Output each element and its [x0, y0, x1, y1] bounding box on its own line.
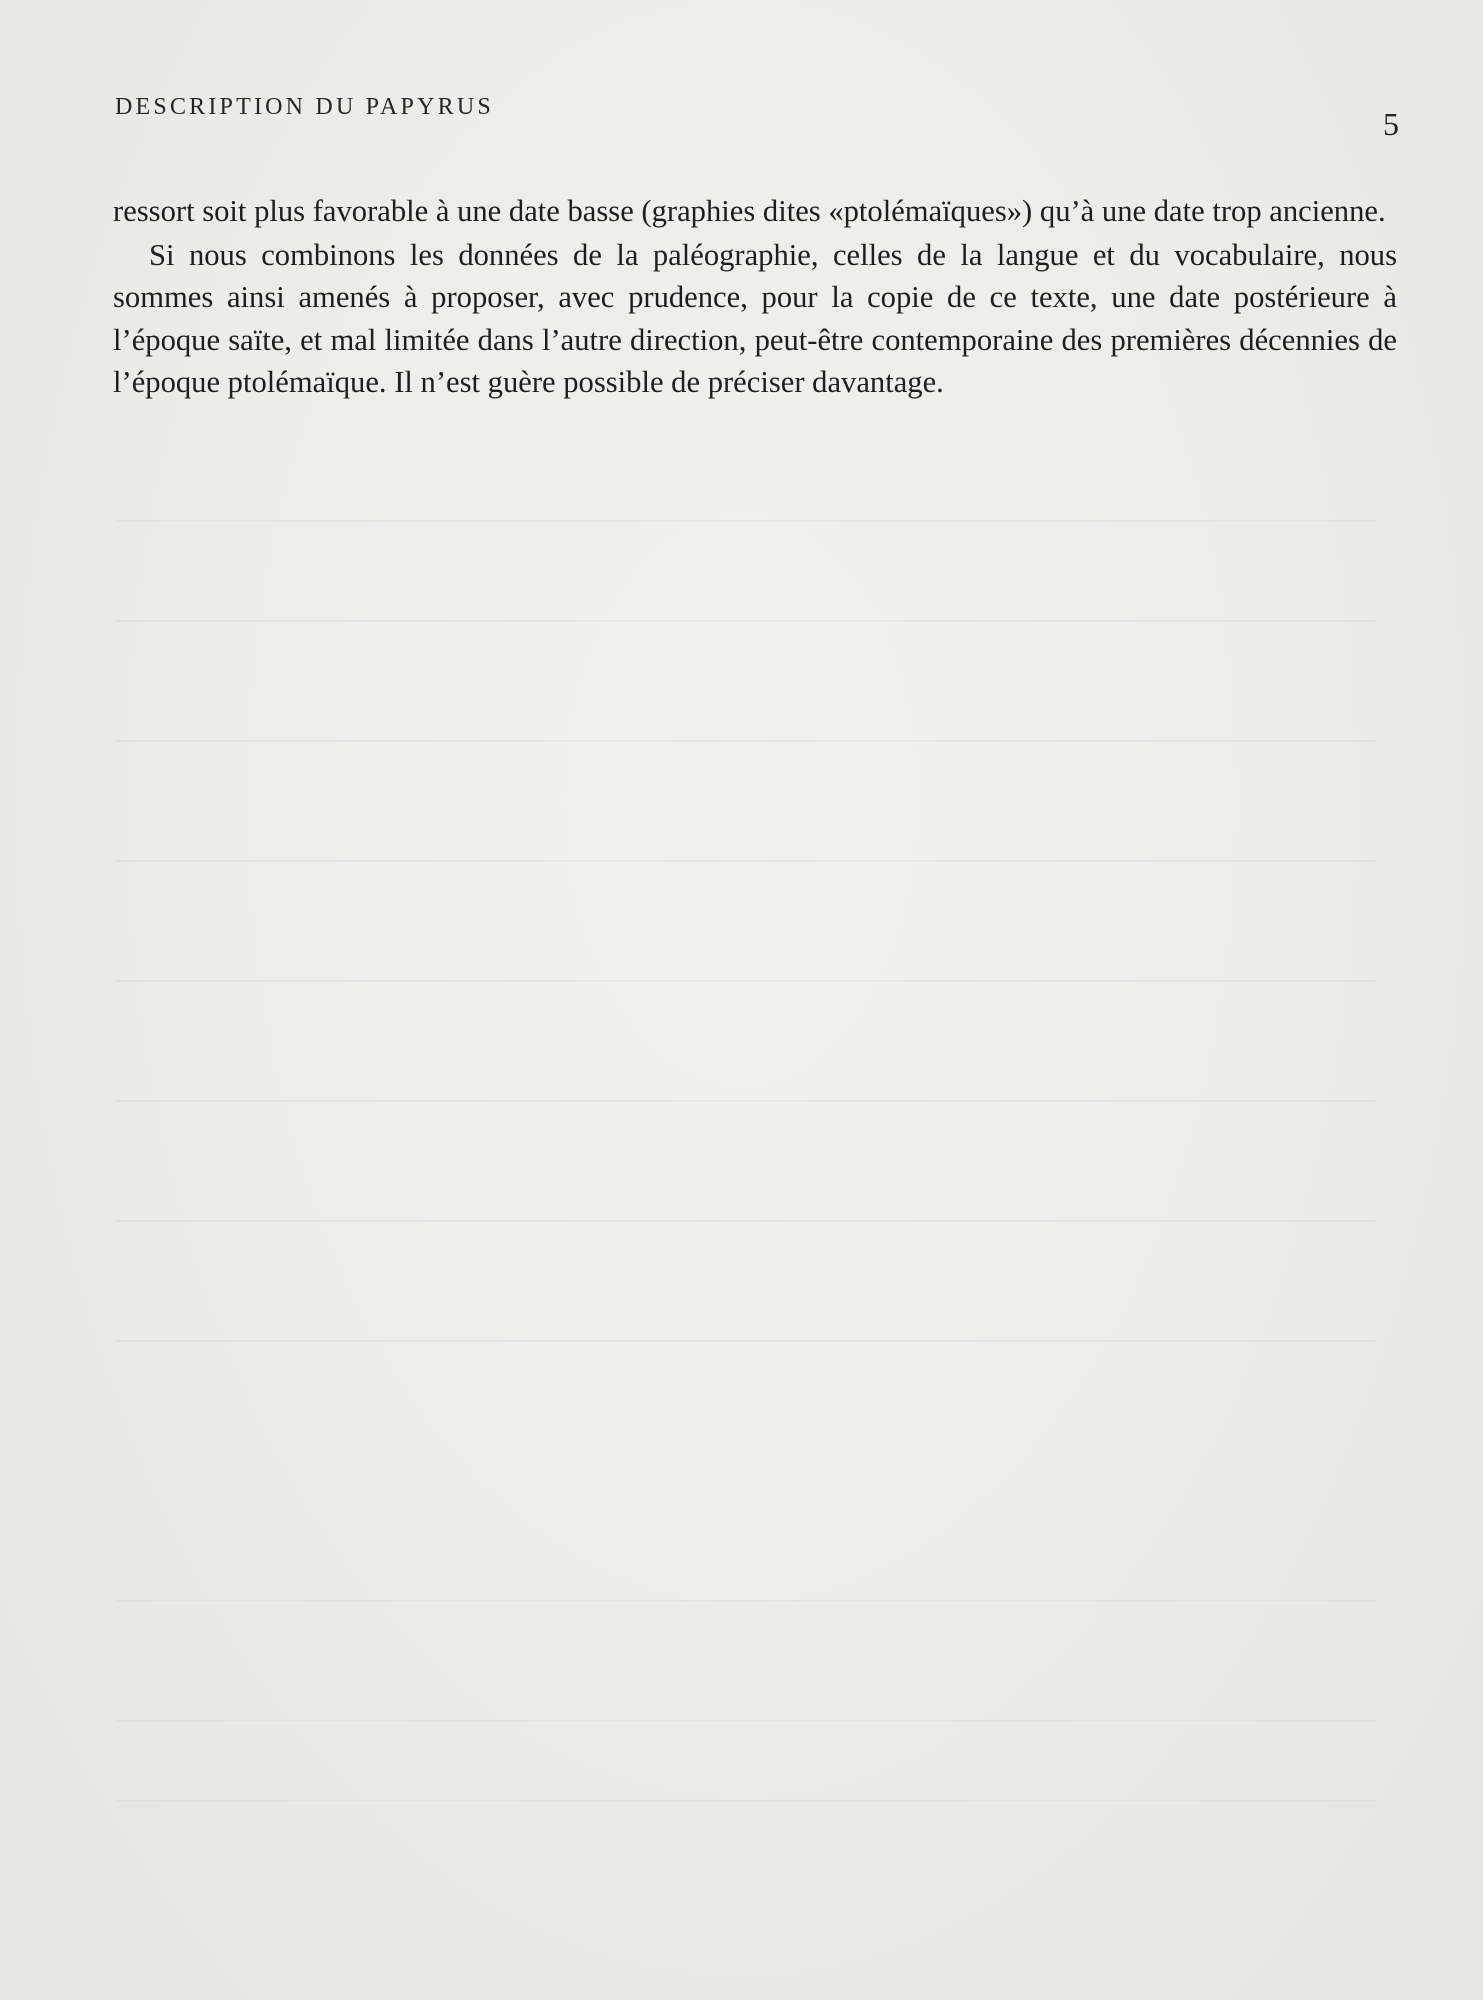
running-head: DESCRIPTION DU PAPYRUS [115, 94, 494, 120]
show-through-line [115, 860, 1375, 862]
show-through-line [115, 520, 1375, 522]
paragraph: ressort soit plus favorable à une date basse (graphies dites «ptolémaïques») qu’à une date trop ancienne. [113, 194, 1386, 228]
body-text [113, 190, 1397, 403]
page-number: 5 [1383, 106, 1399, 142]
show-through-line [115, 620, 1375, 622]
show-through-line [115, 1720, 1375, 1722]
show-through-line [115, 980, 1375, 982]
show-through-line [115, 1800, 1375, 1802]
paragraph: Si nous combinons les données de la paléographie, celles de la langue et du vocabulaire, nous sommes ainsi amenés à proposer, avec prudence, pour la copie de ce texte, une date postérieure à l’époque saïte, et mal limitée dans l’autre direction, peut-être contemporaine des premières décennies de l’époque ptolémaïque. Il n’est guère possible de préciser davantage. [113, 238, 1397, 399]
show-through-line [115, 1100, 1375, 1102]
show-through-line [115, 740, 1375, 742]
show-through-line [115, 1600, 1375, 1602]
show-through-line [115, 1220, 1375, 1222]
show-through-line [115, 1340, 1375, 1342]
